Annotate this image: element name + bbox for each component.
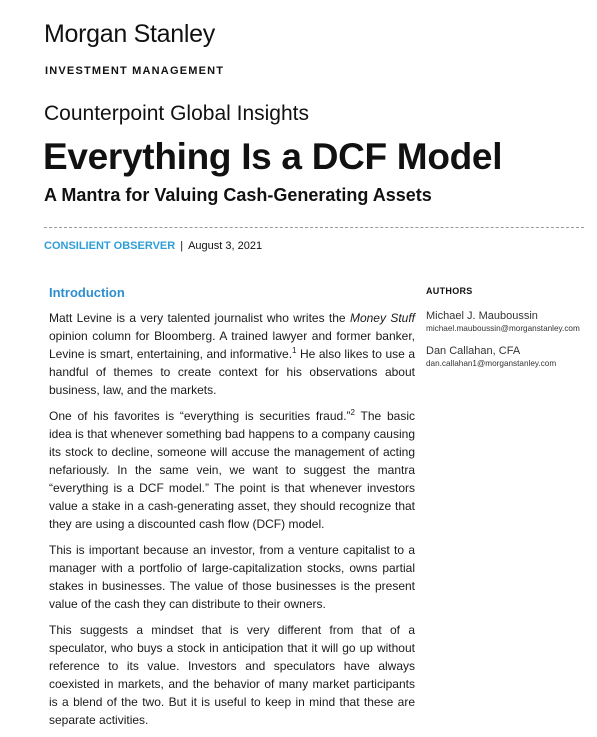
publication-meta [44, 240, 262, 252]
publication-date: August 3, 2021 [188, 240, 263, 252]
footnote-ref-2[interactable]: 2 [350, 408, 355, 417]
paragraph-1 [49, 309, 415, 399]
author-entry [426, 345, 596, 370]
p1-text-c: He also likes to use a handful of themes to create context for his observations about business, law, and the markets. [49, 347, 415, 397]
p1-emphasis: Money Stuff [349, 311, 415, 325]
document-subtitle: A Mantra for Valuing Cash-Generating Assets [44, 185, 432, 205]
author-email-link[interactable]: michael.mauboussin@morganstanley.com [426, 324, 580, 333]
body-column [49, 309, 415, 737]
brand-division: INVESTMENT MANAGEMENT [45, 65, 225, 77]
author-name: Michael J. Mauboussin [426, 310, 538, 322]
series-tag: CONSILIENT OBSERVER [44, 240, 176, 252]
p2-text-b: The basic idea is that whenever something bad happens to a company causing its stock to decline, someone will accuse the management of acting nefariously. In the same vein, we want to suggest the mantra “everything is a DCF model.” The point is that whenever investors value a stake in a cash-generating asset, they should recognize that they are using a discounted cash flow (DCF) model. [49, 409, 415, 531]
header-divider [44, 227, 584, 228]
footnote-ref-1[interactable]: 1 [292, 346, 297, 355]
author-name: Dan Callahan, CFA [426, 345, 521, 357]
section-heading: Introduction [49, 285, 125, 300]
brand-logo: Morgan Stanley [44, 20, 215, 48]
series-title: Counterpoint Global Insights [44, 102, 309, 125]
meta-separator: | [180, 240, 184, 252]
p1-text-b: opinion column for Bloomberg. A trained lawyer and former banker, Levine is smart, entertaining, and informative. [49, 329, 415, 361]
p2-text-a: One of his favorites is “everything is securities fraud.” [49, 409, 351, 423]
author-email-link[interactable]: dan.callahan1@morganstanley.com [426, 359, 557, 368]
paragraph-3: This is important because an investor, from a venture capitalist to a manager with a portfolio of large-capitalization stocks, owns partial stakes in businesses. The value of those businesses is the present value of the cash they can distribute to their owners. [49, 543, 415, 611]
p1-text-a: Matt Levine is a very talented journalist who writes the [49, 311, 350, 325]
authors-panel [426, 286, 596, 380]
paragraph-4: This suggests a mindset that is very different from that of a speculator, who buys a stock in anticipation that it will go up without reference to its value. Investors and speculators have always coexisted in markets, and the behavior of many market participants is a blend of the two. But it is useful to keep in mind that these are separate activities. [49, 623, 415, 727]
paragraph-2 [49, 407, 415, 533]
author-entry [426, 310, 596, 335]
authors-heading: AUTHORS [426, 286, 473, 296]
document-title: Everything Is a DCF Model [43, 136, 503, 177]
